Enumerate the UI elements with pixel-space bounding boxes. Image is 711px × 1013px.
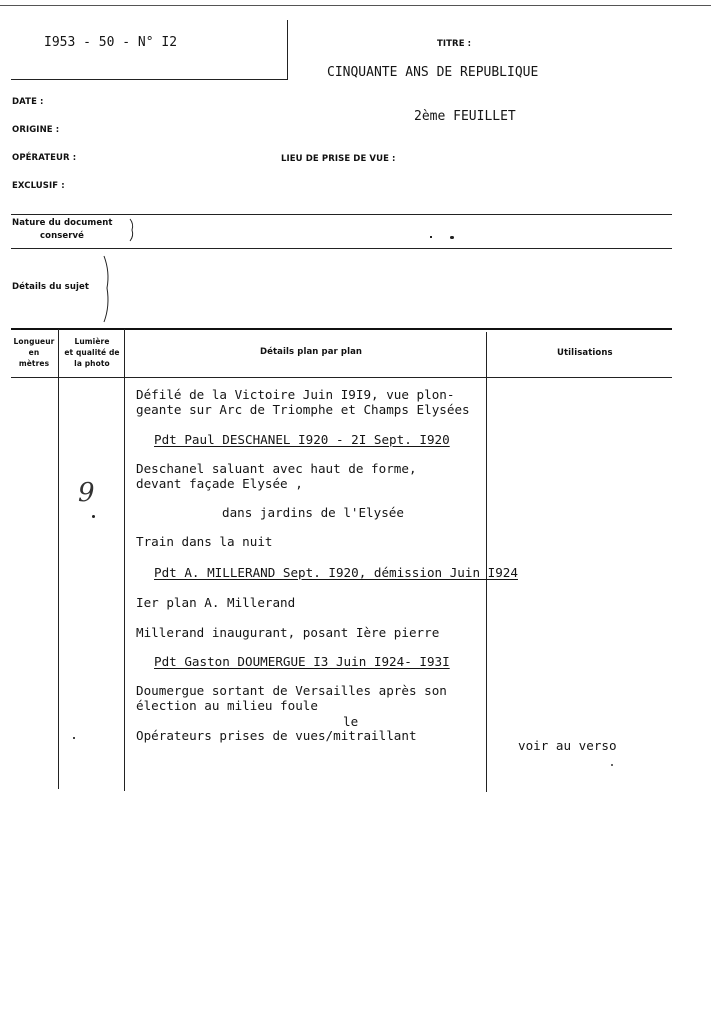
divider-line xyxy=(11,214,672,215)
shot-line: Opérateurs prises de vues/mitraillant xyxy=(136,728,417,743)
header-longueur-line: mètres xyxy=(18,359,50,368)
shot-line: devant façade Elysée , xyxy=(136,476,303,491)
date-label: DATE : xyxy=(12,97,44,107)
speck-dot xyxy=(73,737,75,739)
header-longueur-line: en xyxy=(28,348,40,357)
shot-line-insert: le xyxy=(343,714,359,729)
nature-brace xyxy=(127,218,137,242)
top-scan-edge xyxy=(0,5,711,6)
header-longueur xyxy=(10,336,58,369)
header-longueur-line: Longueur xyxy=(13,337,55,346)
divider-line xyxy=(11,248,672,249)
table-header-bottom-border xyxy=(11,377,672,378)
header-details-plan: Détails plan par plan xyxy=(260,347,363,357)
origine-label: ORIGINE : xyxy=(12,125,60,135)
shot-line: Train dans la nuit xyxy=(136,534,273,549)
header-box-bottom-border xyxy=(11,79,288,80)
column-divider-longueur xyxy=(58,329,59,789)
details-brace xyxy=(99,254,113,324)
header-lumiere-line: et qualité de xyxy=(64,348,120,357)
speck-dot xyxy=(92,515,95,518)
handwritten-number: 9 xyxy=(78,478,95,508)
header-lumiere-line: Lumière xyxy=(74,337,110,346)
titre-label: TITRE : xyxy=(437,39,472,49)
column-divider-details xyxy=(486,332,487,792)
column-divider-lumiere xyxy=(124,329,125,791)
shot-line: élection au milieu foule xyxy=(136,698,318,713)
titre-value: CINQUANTE ANS DE REPUBLIQUE xyxy=(327,65,539,80)
speck-dot xyxy=(430,236,432,238)
shot-line: Ier plan A. Millerand xyxy=(136,595,296,610)
shot-line: Défilé de la Victoire Juin I9I9, vue plon- xyxy=(136,387,455,402)
president-heading: Pdt Paul DESCHANEL I920 - 2I Sept. I920 xyxy=(154,432,450,447)
nature-label-line1: Nature du document xyxy=(12,218,113,228)
header-box-right-border xyxy=(287,20,288,80)
shot-line: Doumergue sortant de Versailles après son xyxy=(136,683,447,698)
utilisations-note: voir au verso xyxy=(518,738,617,753)
exclusif-label: EXCLUSIF : xyxy=(12,181,65,191)
table-top-border xyxy=(11,328,672,330)
shot-line: geante sur Arc de Triomphe et Champs Elysées xyxy=(136,402,470,417)
president-heading: Pdt Gaston DOUMERGUE I3 Juin I924- I93I xyxy=(154,654,450,669)
shot-line: dans jardins de l'Elysée xyxy=(222,505,404,520)
nature-label-line2: conservé xyxy=(40,231,85,241)
feuillet-label: 2ème FEUILLET xyxy=(414,109,516,124)
shot-line: Deschanel saluant avec haut de forme, xyxy=(136,461,417,476)
header-utilisations: Utilisations xyxy=(557,348,613,358)
details-sujet-label: Détails du sujet xyxy=(12,282,90,292)
president-heading: Pdt A. MILLERAND Sept. I920, démission Juin I924 xyxy=(154,565,518,580)
operateur-label: OPÉRATEUR : xyxy=(12,153,77,163)
speck-dot xyxy=(611,764,613,766)
speck-dot xyxy=(450,236,454,239)
header-lumiere xyxy=(60,336,124,369)
reference-number: I953 - 50 - N° I2 xyxy=(44,35,178,50)
shot-line: Millerand inaugurant, posant Ière pierre xyxy=(136,625,440,640)
header-lumiere-line: la photo xyxy=(74,359,110,368)
lieu-label: LIEU DE PRISE DE VUE : xyxy=(281,154,396,164)
